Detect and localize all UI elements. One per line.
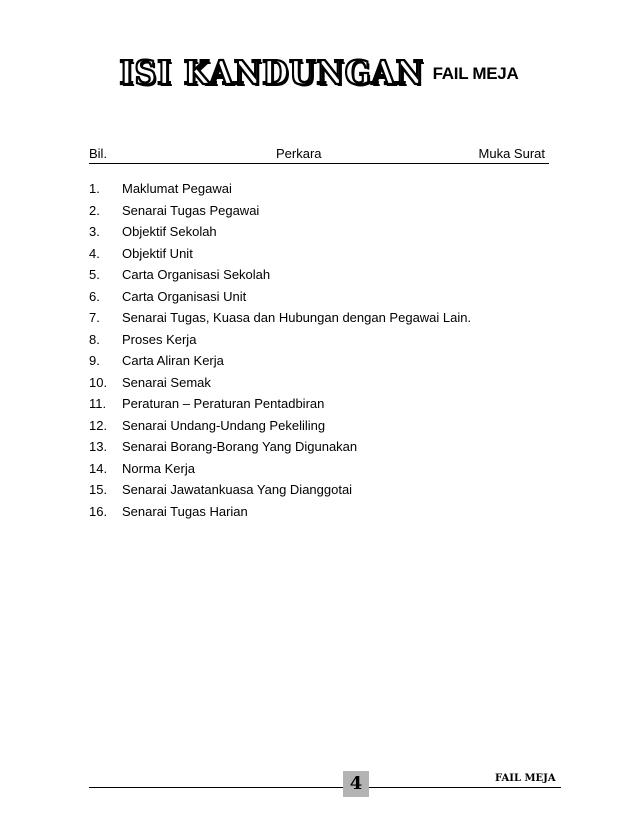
item-title: Proses Kerja (122, 331, 197, 347)
item-title: Maklumat Pegawai (122, 181, 232, 196)
item-title: Carta Organisasi Sekolah (122, 267, 271, 282)
list-item (89, 267, 549, 289)
item-number: 10. (89, 374, 108, 390)
item-number: 6. (89, 288, 100, 304)
header-bil: Bil. (89, 146, 108, 161)
item-title: Senarai Borang-Borang Yang Digunakan (122, 439, 358, 454)
item-title: Senarai Undang-Undang Pekeliling (122, 417, 326, 433)
item-title: Carta Aliran Kerja (122, 353, 224, 368)
page-title (0, 56, 638, 91)
list-item (89, 418, 549, 440)
list-item (89, 375, 549, 397)
item-number: 14. (89, 460, 108, 476)
item-title: Norma Kerja (122, 460, 195, 476)
item-number: 3. (89, 224, 100, 239)
item-number: 12. (89, 417, 108, 433)
item-number: 5. (89, 267, 100, 282)
list-item (89, 246, 549, 268)
item-title: Objektif Sekolah (122, 224, 217, 239)
table-of-contents (89, 181, 549, 525)
item-number: 11. (89, 396, 107, 411)
title-sub: FAIL MEJA (432, 63, 519, 83)
title-main: ISI KANDUNGAN (119, 54, 425, 93)
page-number: 4 (343, 771, 369, 797)
list-item (89, 482, 549, 504)
header-muka-surat: Muka Surat (478, 146, 545, 161)
item-number: 16. (89, 503, 108, 519)
item-number: 1. (89, 181, 100, 196)
list-item (89, 332, 549, 354)
list-item (89, 439, 549, 461)
item-title: Senarai Jawatankuasa Yang Dianggotai (122, 482, 353, 497)
item-number: 9. (89, 353, 100, 368)
table-header (89, 145, 549, 164)
list-item (89, 224, 549, 246)
footer-label: FAIL MEJA (495, 773, 556, 784)
item-number: 4. (89, 245, 100, 261)
header-perkara: Perkara (276, 146, 322, 161)
list-item (89, 396, 549, 418)
list-item (89, 203, 549, 225)
item-title: Carta Organisasi Unit (122, 288, 247, 304)
item-title: Objektif Unit (122, 245, 193, 261)
item-title: Senarai Tugas, Kuasa dan Hubungan dengan Pegawai Lain. (122, 310, 472, 325)
item-number: 13. (89, 439, 108, 454)
item-number: 2. (89, 202, 100, 218)
item-title: Senarai Tugas Harian (122, 503, 248, 519)
list-item (89, 353, 549, 375)
item-number: 7. (89, 310, 100, 325)
list-item (89, 289, 549, 311)
list-item (89, 181, 549, 203)
item-title: Peraturan – Peraturan Pentadbiran (122, 396, 325, 411)
footer-divider (89, 787, 561, 788)
list-item (89, 461, 549, 483)
item-title: Senarai Semak (122, 374, 211, 390)
list-item (89, 504, 549, 526)
item-number: 15. (89, 482, 108, 497)
item-number: 8. (89, 331, 100, 347)
list-item (89, 310, 549, 332)
item-title: Senarai Tugas Pegawai (122, 202, 260, 218)
